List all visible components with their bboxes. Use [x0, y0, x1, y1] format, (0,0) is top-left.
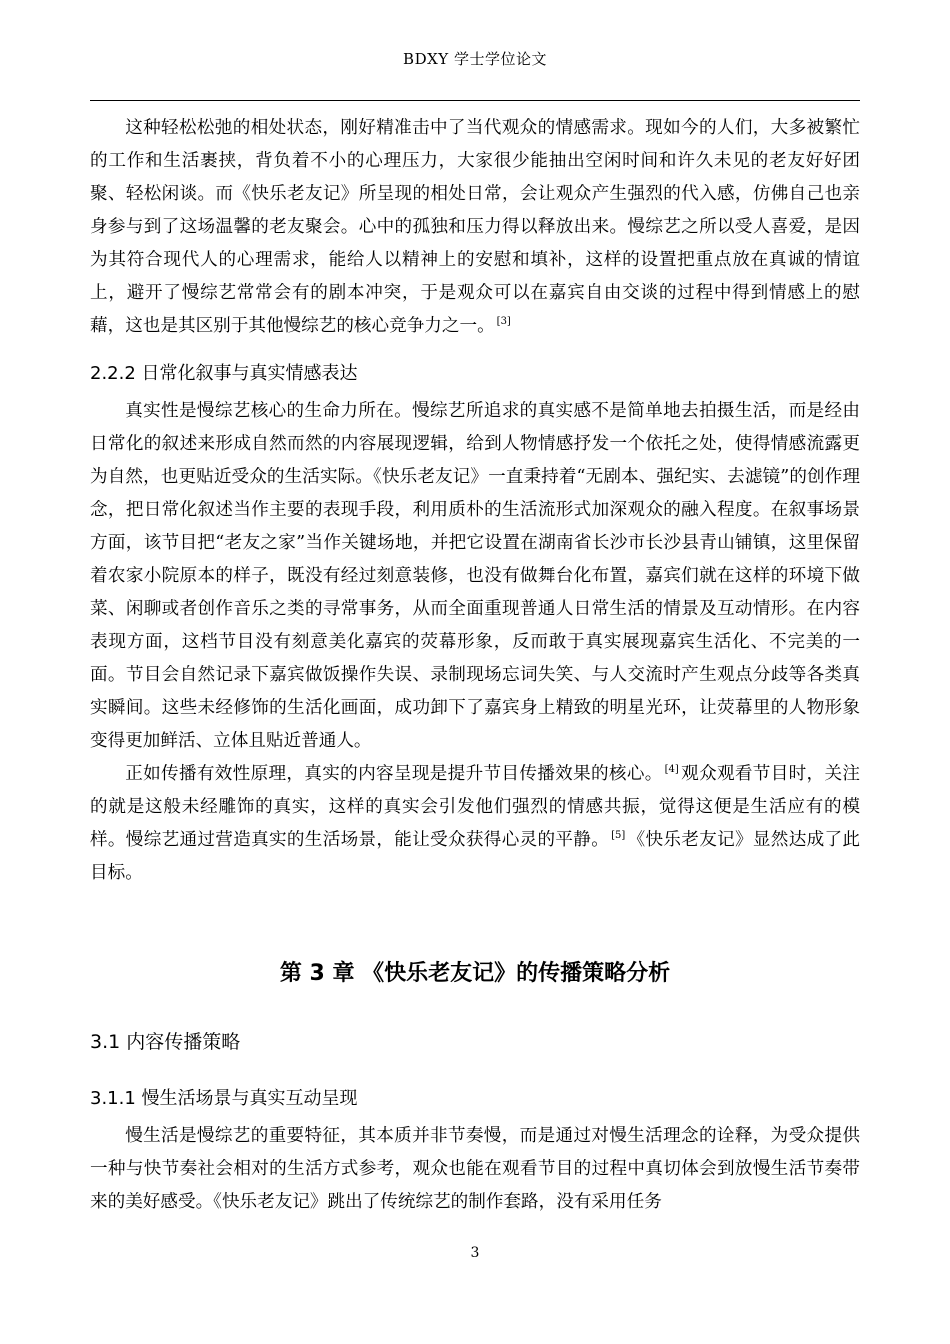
section-heading-3-1: 3.1 内容传播策略	[90, 1031, 241, 1053]
section-heading-3-1-1: 3.1.1 慢生活场景与真实互动呈现	[90, 1088, 358, 1109]
chapter-heading-3: 第 3 章 《快乐老友记》的传播策略分析	[279, 961, 671, 986]
paragraph-3	[90, 758, 860, 890]
paragraph-3-text-c: 《快乐老友记》显然达成了此目标。	[90, 830, 860, 883]
citation-3[interactable]: [3]	[496, 316, 511, 328]
citation-4[interactable]: [4]	[664, 764, 679, 776]
citation-5[interactable]: [5]	[611, 830, 626, 842]
page-number: 3	[470, 1245, 480, 1261]
paragraph-4: 慢生活是慢综艺的重要特征，其本质并非节奏慢，而是通过对慢生活理念的诠释，为受众提供一种与快节奏社会相对的生活方式参考，观众也能在观看节目的过程中真切体会到放慢生活节奏带来的美好感受。《快乐老友记》跳出了传统综艺的制作套路，没有采用任务	[90, 1126, 860, 1212]
running-header: BDXY 学士学位论文	[403, 50, 547, 68]
header-rule	[90, 100, 860, 101]
paragraph-3-text-a: 正如传播有效性原理，真实的内容呈现是提升节目传播效果的核心。	[125, 764, 663, 784]
section-heading-2-2-2: 2.2.2 日常化叙事与真实情感表达	[90, 363, 358, 384]
paragraph-1-text: 这种轻松松弛的相处状态，刚好精准击中了当代观众的情感需求。现如今的人们，大多被繁忙的工作和生活裹挟，背负着不小的心理压力，大家很少能抽出空闲时间和许久未见的老友好好团聚、轻松闲谈。而《快乐老友记》所呈现的相处日常，会让观众产生强烈的代入感，仿佛自己也亲身参与到了这场温馨的老友聚会。心中的孤独和压力得以释放出来。慢综艺之所以受人喜爱，是因为其符合现代人的心理需求，能给人以精神上的安慰和填补，这样的设置把重点放在真诚的情谊上，避开了慢综艺常常会有的剧本冲突，于是观众可以在嘉宾自由交谈的过程中得到情感上的慰藉，这也是其区别于其他慢综艺的核心竞争力之一。	[90, 118, 860, 336]
paragraph-1	[90, 112, 860, 343]
page-body	[90, 112, 860, 1219]
paragraph-3-text-b: 观众观看节目时，关注的就是这般未经雕饰的真实，这样的真实会引发他们强烈的情感共振，觉得这便是生活应有的模样。慢综艺通过营造真实的生活场景，能让受众获得心灵的平静。	[90, 764, 860, 850]
paragraph-2: 真实性是慢综艺核心的生命力所在。慢综艺所追求的真实感不是简单地去拍摄生活，而是经由日常化的叙述来形成自然而然的内容展现逻辑，给到人物情感抒发一个依托之处，使得情感流露更为自然，也更贴近受众的生活实际。《快乐老友记》一直秉持着“无剧本、强纪实、去滤镜”的创作理念，把日常化叙述当作主要的表现手段，利用质朴的生活流形式加深观众的融入程度。在叙事场景方面，该节目把“老友之家”当作关键场地，并把它设置在湖南省长沙市长沙县青山铺镇，这里保留着农家小院原本的样子，既没有经过刻意装修，也没有做舞台化布置，嘉宾们就在这样的环境下做菜、闲聊或者创作音乐之类的寻常事务，从而全面重现普通人日常生活的情景及互动情形。在内容表现方面，这档节目没有刻意美化嘉宾的荧幕形象，反而敢于真实展现嘉宾生活化、不完美的一面。节目会自然记录下嘉宾做饭操作失误、录制现场忘词失笑、与人交流时产生观点分歧等各类真实瞬间。这些未经修饰的生活化画面，成功卸下了嘉宾身上精致的明星光环，让荧幕里的人物形象变得更加鲜活、立体且贴近普通人。	[90, 401, 860, 751]
